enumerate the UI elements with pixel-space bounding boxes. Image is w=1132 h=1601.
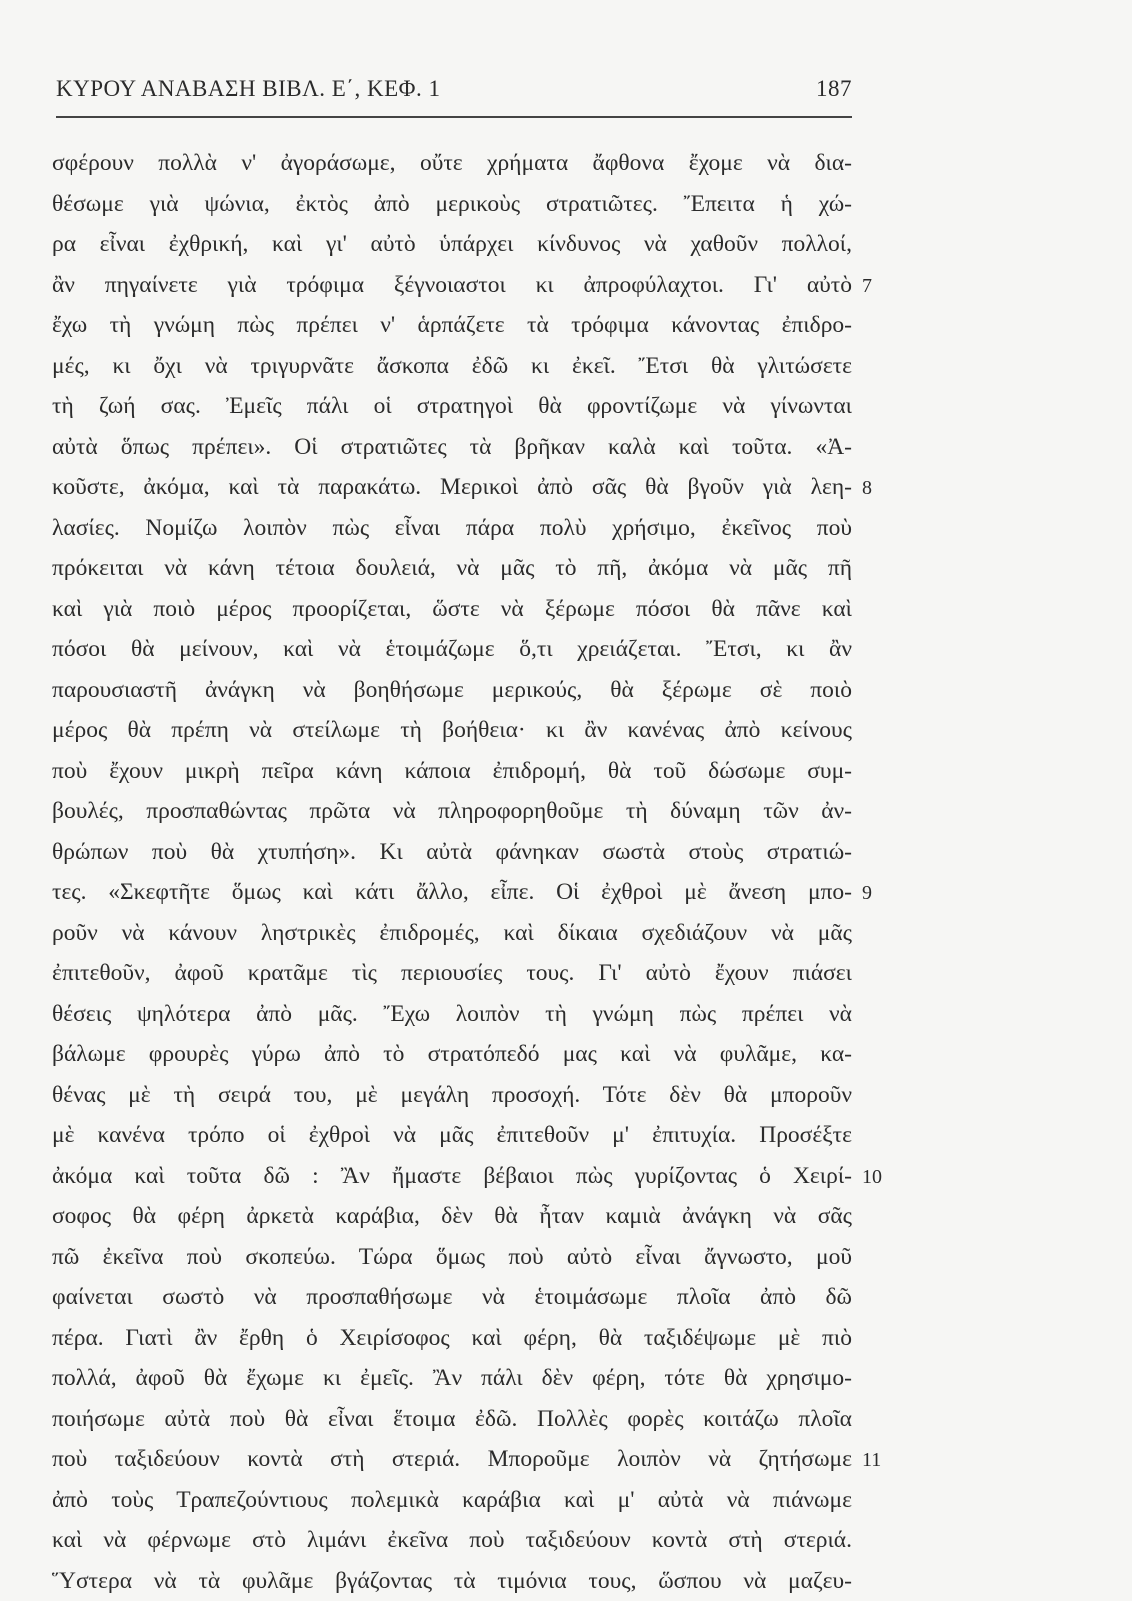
section-number: 11 bbox=[862, 1449, 892, 1472]
text-line: ἀπὸ τοὺς Τραπεζούντιους πολεμικὰ καράβια καὶ μ' αὐτὰ νὰ πιάνωμε bbox=[52, 1480, 852, 1521]
section-number: 9 bbox=[862, 882, 892, 905]
text-line: λασίες. Νομίζω λοιπὸν πὼς εἶναι πάρα πολὺ χρήσιμο, ἐκεῖνος ποὺ bbox=[52, 508, 852, 549]
running-head-title: ΚΥΡΟΥ ΑΝΑΒΑΣΗ ΒΙΒΛ. Ε΄, ΚΕΦ. 1 bbox=[56, 76, 440, 102]
section-number: 8 bbox=[862, 477, 892, 500]
header-rule bbox=[56, 116, 852, 118]
text-line: πῶ ἐκεῖνα ποὺ σκοπεύω. Τώρα ὅμως ποὺ αὐτὸ εἶναι ἄγνωστο, μοῦ bbox=[52, 1237, 852, 1278]
text-line: σοφος θὰ φέρη ἀρκετὰ καράβια, δὲν θὰ ἦταν καμιὰ ἀνάγκη νὰ σᾶς bbox=[52, 1196, 852, 1237]
text-line: τὴ ζωή σας. Ἐμεῖς πάλι οἱ στρατηγοὶ θὰ φροντίζωμε νὰ γίνωνται bbox=[52, 386, 852, 427]
text-line: ρα εἶναι ἐχθρική, καὶ γι' αὐτὸ ὑπάρχει κίνδυνος νὰ χαθοῦν πολλοί, bbox=[52, 224, 852, 265]
text-line: ποὺ ταξιδεύουν κοντὰ στὴ στεριά. Μποροῦμε λοιπὸν νὰ ζητήσωμε bbox=[52, 1439, 852, 1480]
text-line: ἀκόμα καὶ τοῦτα δῶ : Ἂν ἤμαστε βέβαιοι πὼς γυρίζοντας ὁ Χειρί- bbox=[52, 1156, 852, 1197]
text-line: καὶ νὰ φέρνωμε στὸ λιμάνι ἐκεῖνα ποὺ ταξιδεύουν κοντὰ στὴ στεριά. bbox=[52, 1520, 852, 1561]
text-line: θέσεις ψηλότερα ἀπὸ μᾶς. Ἔχω λοιπὸν τὴ γνώμη πὼς πρέπει νὰ bbox=[52, 994, 852, 1035]
text-line: θρώπων ποὺ θὰ χτυπήση». Κι αὐτὰ φάνηκαν σωστὰ στοὺς στρατιώ- bbox=[52, 832, 852, 873]
text-line: πρόκειται νὰ κάνη τέτοια δουλειά, νὰ μᾶς τὸ πῆ, ἀκόμα νὰ μᾶς πῆ bbox=[52, 548, 852, 589]
text-line: θένας μὲ τὴ σειρά του, μὲ μεγάλη προσοχή. Τότε δὲν θὰ μποροῦν bbox=[52, 1075, 852, 1116]
text-line: βουλές, προσπαθώντας πρῶτα νὰ πληροφορηθοῦμε τὴ δύναμη τῶν ἀν- bbox=[52, 791, 852, 832]
text-line: παρουσιαστῆ ἀνάγκη νὰ βοηθήσωμε μερικούς, θὰ ξέρωμε σὲ ποιὸ bbox=[52, 670, 852, 711]
text-line: μὲ κανένα τρόπο οἱ ἐχθροὶ νὰ μᾶς ἐπιτεθοῦν μ' ἐπιτυχία. Προσέξτε bbox=[52, 1115, 852, 1156]
page-number: 187 bbox=[816, 76, 852, 102]
body-text bbox=[52, 143, 852, 1601]
text-line: τες. «Σκεφτῆτε ὅμως καὶ κάτι ἄλλο, εἶπε. Οἱ ἐχθροὶ μὲ ἄνεση μπο- bbox=[52, 872, 852, 913]
text-line: ἂν πηγαίνετε γιὰ τρόφιμα ξέγνοιαστοι κι ἀπροφύλαχτοι. Γι' αὐτὸ bbox=[52, 265, 852, 306]
text-line: Ὕστερα νὰ τὰ φυλᾶμε βγάζοντας τὰ τιμόνια τους, ὥσπου νὰ μαζευ- bbox=[52, 1561, 852, 1601]
text-line: κοῦστε, ἀκόμα, καὶ τὰ παρακάτω. Μερικοὶ ἀπὸ σᾶς θὰ βγοῦν γιὰ λεη- bbox=[52, 467, 852, 508]
text-line: καὶ γιὰ ποιὸ μέρος προορίζεται, ὥστε νὰ ξέρωμε πόσοι θὰ πᾶνε καὶ bbox=[52, 589, 852, 630]
section-number: 10 bbox=[862, 1166, 892, 1189]
text-line: πόσοι θὰ μείνουν, καὶ νὰ ἑτοιμάζωμε ὅ,τι χρειάζεται. Ἔτσι, κι ἂν bbox=[52, 629, 852, 670]
text-line: μέρος θὰ πρέπη νὰ στείλωμε τὴ βοήθεια· κι ἂν κανένας ἀπὸ κείνους bbox=[52, 710, 852, 751]
text-line: ποὺ ἔχουν μικρὴ πεῖρα κάνη κάποια ἐπιδρομή, θὰ τοῦ δώσωμε συμ- bbox=[52, 751, 852, 792]
text-line: ἔχω τὴ γνώμη πὼς πρέπει ν' ἁρπάζετε τὰ τρόφιμα κάνοντας ἐπιδρο- bbox=[52, 305, 852, 346]
text-line: φαίνεται σωστὸ νὰ προσπαθήσωμε νὰ ἑτοιμάσωμε πλοῖα ἀπὸ δῶ bbox=[52, 1277, 852, 1318]
text-line: πέρα. Γιατὶ ἂν ἔρθη ὁ Χειρίσοφος καὶ φέρη, θὰ ταξιδέψωμε μὲ πιὸ bbox=[52, 1318, 852, 1359]
text-line: αὐτὰ ὅπως πρέπει». Οἱ στρατιῶτες τὰ βρῆκαν καλὰ καὶ τοῦτα. «Ἀ- bbox=[52, 427, 852, 468]
running-head bbox=[56, 72, 852, 108]
text-line: σφέρουν πολλὰ ν' ἀγοράσωμε, οὔτε χρήματα ἄφθονα ἔχομε νὰ δια- bbox=[52, 143, 852, 184]
text-line: ἐπιτεθοῦν, ἀφοῦ κρατᾶμε τὶς περιουσίες τους. Γι' αὐτὸ ἔχουν πιάσει bbox=[52, 953, 852, 994]
text-line: βάλωμε φρουρὲς γύρω ἀπὸ τὸ στρατόπεδό μας καὶ νὰ φυλᾶμε, κα- bbox=[52, 1034, 852, 1075]
text-line: μές, κι ὄχι νὰ τριγυρνᾶτε ἄσκοπα ἐδῶ κι ἐκεῖ. Ἔτσι θὰ γλιτώσετε bbox=[52, 346, 852, 387]
section-number: 7 bbox=[862, 275, 892, 298]
text-line: ροῦν νὰ κάνουν ληστρικὲς ἐπιδρομές, καὶ δίκαια σχεδιάζουν νὰ μᾶς bbox=[52, 913, 852, 954]
text-line: πολλά, ἀφοῦ θὰ ἔχωμε κι ἐμεῖς. Ἂν πάλι δὲν φέρη, τότε θὰ χρησιμο- bbox=[52, 1358, 852, 1399]
text-line: ποιήσωμε αὐτὰ ποὺ θὰ εἶναι ἕτοιμα ἐδῶ. Πολλὲς φορὲς κοιτάζω πλοῖα bbox=[52, 1399, 852, 1440]
text-line: θέσωμε γιὰ ψώνια, ἐκτὸς ἀπὸ μερικοὺς στρατιῶτες. Ἔπειτα ἡ χώ- bbox=[52, 184, 852, 225]
